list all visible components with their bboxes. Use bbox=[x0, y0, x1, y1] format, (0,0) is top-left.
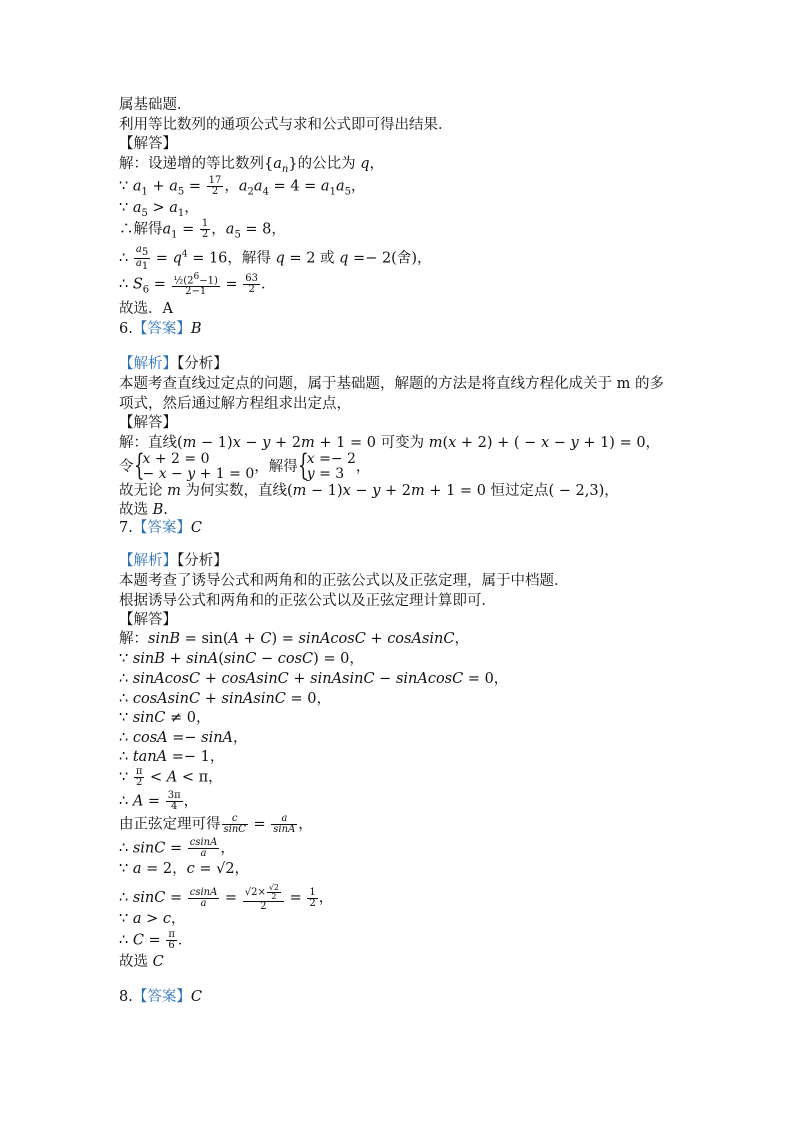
text-line: 根据诱导公式和两角和的正弦公式以及正弦定理计算即可． bbox=[119, 593, 496, 609]
text-line: 本题考查了诱导公式和两角和的正弦公式以及正弦定理，属于中档题． bbox=[119, 573, 569, 589]
math-line: ∴ $\frac{a_5}{a_1}$ = $q^4 = 16$，解得 q = 2 或 q =− 2(舍)， bbox=[119, 244, 432, 272]
math-line: ∴ tanA =− 1， bbox=[119, 749, 225, 765]
section-heading-jieda: 【解答】 bbox=[119, 612, 177, 628]
math-line: ∴ A = $\frac{3\pi}{4}$ ， bbox=[119, 790, 199, 812]
math-line: ∴解得$a_1$ = $\frac{1}{2}$ ，$a_5 = 8$， bbox=[119, 218, 286, 241]
math-line: ∵ sinC ≠ 0， bbox=[119, 710, 211, 726]
math-line: ∵ a = 2，c = √2， bbox=[119, 861, 250, 877]
text-line: 解：设递增的等比数列$\{a_n\}$的公比为 q， bbox=[119, 156, 384, 175]
text-line: 故选 B. bbox=[119, 502, 168, 518]
text-line: 本题考查直线过定点的问题，属于基础题，解题的方法是将直线方程化成关于 m 的多 bbox=[119, 376, 664, 392]
answer-line-q8: 8.【答案】C bbox=[119, 989, 202, 1005]
math-line: ∴ sinC = $\frac{csinA}{a}$ = √2× $\frac{√2}{2}$ 2 = $\frac{1}{2}$ ， bbox=[119, 883, 334, 912]
math-line: ∴ cosAsinC + sinAsinC = 0， bbox=[119, 691, 331, 707]
text-line: 利用等比数列的通项公式与求和公式即可得出结果． bbox=[119, 117, 453, 133]
math-line: ∵ $\frac{\pi}{2}$ < A < π， bbox=[119, 766, 223, 788]
text-line: 属基础题． bbox=[119, 97, 192, 113]
math-line: ∴ sinAcosC + cosAsinC + sinAsinC − sinAcosC = 0， bbox=[119, 671, 509, 687]
math-line: ∵ a > c， bbox=[119, 911, 186, 927]
math-line: ∴ C = $\frac{\pi}{6}$ ． bbox=[119, 929, 193, 951]
analysis-heading-q6: 【解析】【分析】 bbox=[119, 356, 228, 372]
equation-system-line: 令 { x + 2 = 0 − x − y + 1 = 0 ，解得 { x =− 2 y = 3 ， bbox=[119, 448, 371, 483]
math-line: ∵ sinB + sinA(sinC − cosC) = 0， bbox=[119, 651, 364, 667]
math-line: 由正弦定理可得 $\frac{c}{\sin C}$ = $\frac{a}{\sin A}$ ， bbox=[119, 813, 313, 835]
math-line: ∵ $a_1 + a_5$ = $\frac{17}{2}$ ，$a_2a_4 = 4 = a_1a_5$， bbox=[119, 175, 366, 198]
analysis-heading-q7: 【解析】【分析】 bbox=[119, 553, 228, 569]
answer-line-q6: 6.【答案】B bbox=[119, 321, 202, 337]
section-heading-jieda: 【解答】 bbox=[119, 415, 177, 431]
math-line: ∴ cosA =− sinA， bbox=[119, 730, 248, 746]
math-line: 解：直线(m − 1)x − y + 2m + 1 = 0 可变为 m(x + 2) + ( − x − y + 1) = 0， bbox=[119, 435, 661, 451]
section-heading-jieda: 【解答】 bbox=[119, 136, 177, 152]
math-line: 解：sinB = sin(A + C) = sinAcosC + cosAsinC， bbox=[119, 631, 469, 647]
math-line: ∵ $a_5 > a_1$， bbox=[119, 200, 199, 219]
math-line: ∴ sinC = $\frac{csinA}{a}$ ， bbox=[119, 837, 235, 859]
text-line: 项式，然后通过解方程组求出定点， bbox=[119, 396, 351, 412]
text-line: 故选 C bbox=[119, 954, 164, 970]
text-line: 故选．A bbox=[119, 301, 173, 317]
math-line: 故无论 m 为何实数，直线(m − 1)x − y + 2m + 1 = 0 恒过定点( − 2,3)， bbox=[119, 483, 619, 499]
answer-line-q7: 7.【答案】C bbox=[119, 520, 202, 536]
math-line: ∴ $S_6$ = $\frac{\frac{1}{2}(2^6-1)}{2-1}$ = $\frac{63}{2}$ ． bbox=[119, 272, 276, 298]
